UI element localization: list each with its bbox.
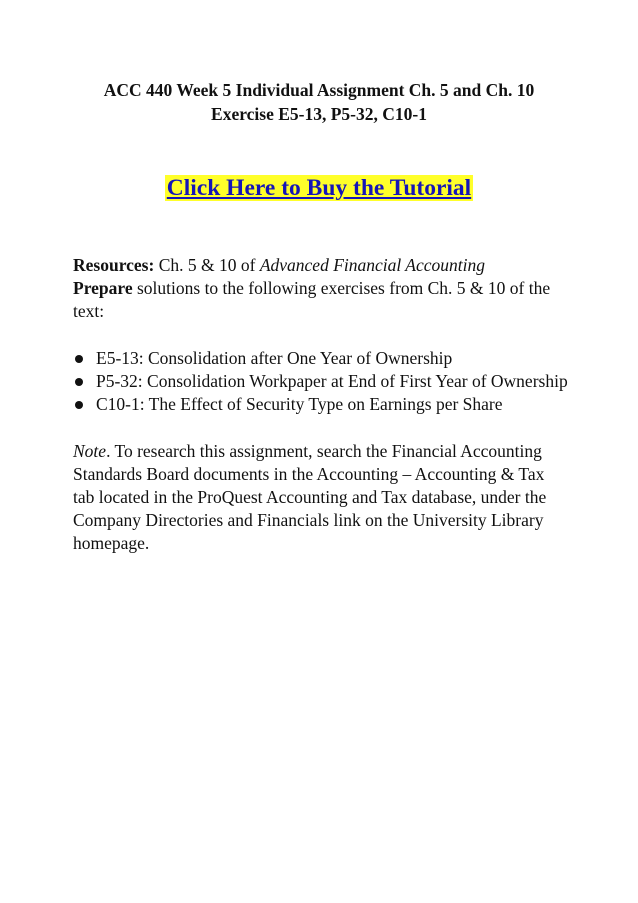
- list-item: [73, 393, 568, 416]
- list-item: [73, 347, 568, 370]
- bullet-icon: [75, 355, 83, 363]
- resources-label: Resources:: [73, 255, 155, 275]
- resources-text: Ch. 5 & 10 of: [154, 255, 260, 275]
- title-line-2: Exercise E5-13, P5-32, C10-1: [211, 104, 427, 124]
- spacer: [73, 323, 568, 347]
- prepare-label: Prepare: [73, 278, 133, 298]
- resources-book: Advanced Financial Accounting: [259, 255, 485, 275]
- exercise-text: E5-13: Consolidation after One Year of Ownership: [96, 348, 453, 368]
- title-line-1: ACC 440 Week 5 Individual Assignment Ch. 5 and Ch. 10: [103, 80, 535, 100]
- list-item: [73, 370, 568, 393]
- buy-tutorial-link[interactable]: Click Here to Buy the Tutorial: [166, 175, 472, 201]
- bullet-icon: [75, 401, 83, 409]
- note-paragraph: [73, 440, 568, 555]
- prepare-line: [73, 277, 568, 323]
- spacer: [73, 416, 568, 440]
- assignment-body: [73, 254, 568, 555]
- cta-container: [0, 175, 638, 202]
- exercise-list: [73, 347, 568, 416]
- note-label: Note: [73, 441, 107, 461]
- note-text: . To research this assignment, search the Financial Accounting Standards Board documents in the Accounting – Accounting & Tax tab located in the ProQuest Accounting and Tax database, under the Company Directories and Financials link on the University Library homepage.: [73, 441, 547, 553]
- bullet-icon: [75, 378, 83, 386]
- resources-line: [73, 254, 568, 277]
- document-title: [0, 78, 638, 126]
- exercise-text: C10-1: The Effect of Security Type on Earnings per Share: [96, 394, 503, 414]
- prepare-text: solutions to the following exercises from Ch. 5 & 10 of the text:: [73, 278, 551, 321]
- exercise-text: P5-32: Consolidation Workpaper at End of First Year of Ownership: [96, 371, 568, 391]
